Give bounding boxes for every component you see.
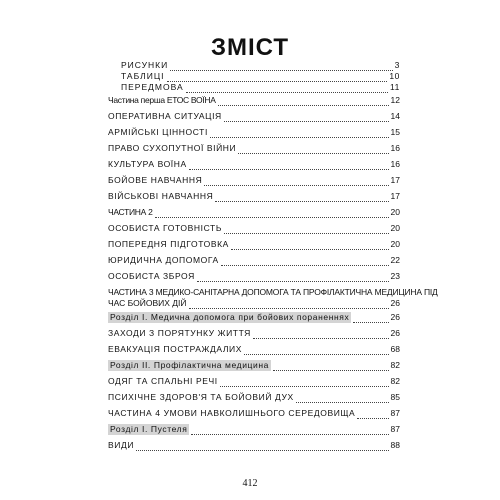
leader-dots: [186, 83, 388, 93]
leader-dots: [273, 361, 389, 371]
toc-item-page: 22: [390, 255, 400, 265]
toc-item-part4[interactable]: [108, 408, 400, 419]
toc-item-section-desert[interactable]: [108, 424, 400, 435]
toc-item-label: ПЕРЕДМОВА: [121, 82, 184, 92]
leader-dots: [224, 112, 389, 122]
toc-item-label: Частина перша ЕТОС ВОЇНА: [108, 95, 216, 105]
toc-item-label: ПРАВО СУХОПУТНОЇ ВІЙНИ: [108, 143, 237, 153]
toc-item-label: ВІЙСЬКОВІ НАВЧАННЯ: [108, 191, 214, 201]
toc-item-lifesaving-measures[interactable]: [108, 328, 400, 339]
toc-item-casualty-evacuation[interactable]: [108, 344, 400, 355]
toc-item-part2[interactable]: [108, 207, 400, 218]
toc-item-operational-situation[interactable]: [108, 111, 400, 122]
toc-item-label: ТАБЛИЦІ: [121, 71, 165, 81]
toc-item-section-preventive-medicine[interactable]: [108, 360, 400, 371]
leader-dots: [136, 441, 388, 451]
leader-dots: [220, 377, 389, 387]
toc-item-clothing-bedding[interactable]: [108, 376, 400, 387]
page-number: 412: [242, 478, 258, 489]
toc-item-page: 3: [394, 60, 400, 70]
toc-item-page: 17: [390, 175, 400, 185]
toc-item-label: Розділ І. Медична допомога при бойових пораненнях: [110, 312, 350, 322]
leader-dots: [167, 72, 388, 82]
toc-item-page: 26: [390, 298, 400, 308]
toc-item-figures[interactable]: [121, 60, 400, 71]
toc-item-page: 14: [390, 111, 400, 121]
leader-dots: [224, 224, 389, 234]
toc-item-label: ЕВАКУАЦІЯ ПОСТРАЖДАЛИХ: [108, 344, 242, 354]
toc-item-label: ПОПЕРЕДНЯ ПІДГОТОВКА: [108, 239, 229, 249]
toc-item-page: 87: [390, 424, 400, 434]
toc-item-label: ЧАСТИНА 3 МЕДИКО-САНІТАРНА ДОПОМОГА ТА ПРОФІЛАКТИЧНА МЕДИЦИНА ПІД: [108, 287, 438, 297]
toc-item-page: 82: [390, 376, 400, 386]
leader-dots: [244, 345, 389, 355]
toc-item-label: ОДЯГ ТА СПАЛЬНІ РЕЧІ: [108, 376, 218, 386]
toc-item-military-exercises[interactable]: [108, 191, 400, 202]
toc-item-personal-weapon[interactable]: [108, 271, 400, 282]
toc-item-label: БОЙОВЕ НАВЧАННЯ: [108, 175, 203, 185]
toc-item-page: 87: [390, 408, 400, 418]
toc-item-page: 16: [390, 143, 400, 153]
toc-item-combat-training[interactable]: [108, 175, 400, 186]
toc-item-label: ОСОБИСТА ЗБРОЯ: [108, 271, 195, 281]
toc-item-label: ЧАСТИНА 4 УМОВИ НАВКОЛИШНЬОГО СЕРЕДОВИЩА: [108, 408, 356, 418]
leader-dots: [253, 329, 389, 339]
toc-item-preface[interactable]: [121, 82, 400, 93]
leader-dots: [204, 176, 388, 186]
toc-item-army-values[interactable]: [108, 127, 400, 138]
toc-item-page: 11: [389, 82, 400, 92]
toc-item-page: 82: [390, 360, 400, 370]
toc-item-label-continued: ЧАС БОЙОВИХ ДІЙ: [108, 298, 187, 308]
toc-item-page: 16: [390, 159, 400, 169]
leader-dots: [221, 256, 389, 266]
toc-item-label: РИСУНКИ: [121, 60, 169, 70]
toc-item-page: 12: [390, 95, 400, 105]
toc-item-page: 85: [390, 392, 400, 402]
toc-item-label: Розділ І. Пустеля: [110, 424, 188, 434]
toc-item-types[interactable]: [108, 440, 400, 451]
toc-item-tables[interactable]: [121, 71, 400, 82]
leader-dots: [357, 409, 388, 419]
leader-dots: [155, 208, 389, 218]
leader-dots: [215, 192, 388, 202]
leader-dots: [231, 240, 389, 250]
toc-item-page: 23: [390, 271, 400, 281]
leader-dots: [189, 160, 389, 170]
toc-item-label: АРМІЙСЬКІ ЦІННОСТІ: [108, 127, 208, 137]
toc-item-page: 88: [390, 440, 400, 450]
toc-item-page: 17: [390, 191, 400, 201]
toc-item-page: 20: [390, 207, 400, 217]
toc-item-pre-training[interactable]: [108, 239, 400, 250]
toc-item-label: КУЛЬТУРА ВОЇНА: [108, 159, 187, 169]
leader-dots: [296, 393, 389, 403]
toc-item-label: ВИДИ: [108, 440, 135, 450]
toc-item-section-combat-casualty-care[interactable]: [108, 312, 400, 323]
leader-dots: [218, 96, 389, 106]
leader-dots: [238, 144, 388, 154]
toc-item-page: 68: [390, 344, 400, 354]
toc-item-part3[interactable]: [108, 287, 438, 309]
leader-dots: [197, 272, 389, 282]
leader-dots: [210, 128, 389, 138]
toc-item-label: ОСОБИСТА ГОТОВНІСТЬ: [108, 223, 223, 233]
toc-item-page: 15: [390, 127, 400, 137]
toc-item-label: ЗАХОДИ З ПОРЯТУНКУ ЖИТТЯ: [108, 328, 251, 338]
toc-item-legal-assistance[interactable]: [108, 255, 400, 266]
toc-item-label: Розділ ІІ. Профілактична медицина: [110, 360, 269, 370]
toc-item-page: 26: [390, 328, 400, 338]
toc-item-part1[interactable]: [108, 95, 400, 106]
leader-dots: [353, 313, 388, 323]
leader-dots: [191, 425, 388, 435]
toc-item-label: ПСИХІЧНЕ ЗДОРОВ'Я ТА БОЙОВИЙ ДУХ: [108, 392, 294, 402]
toc-item-mental-health[interactable]: [108, 392, 400, 403]
toc-item-page: 20: [390, 239, 400, 249]
toc-item-label: ЧАСТИНА 2: [108, 207, 153, 217]
leader-dots: [189, 299, 389, 309]
leader-dots: [170, 61, 392, 71]
toc-item-personal-readiness[interactable]: [108, 223, 400, 234]
toc-item-page: 20: [390, 223, 400, 233]
toc-item-page: 10: [389, 71, 400, 81]
toc-item-label: ОПЕРАТИВНА СИТУАЦІЯ: [108, 111, 222, 121]
page-title: ЗМІСТ: [210, 34, 290, 61]
toc-item-warrior-culture[interactable]: [108, 159, 400, 170]
toc-item-law-of-war[interactable]: [108, 143, 400, 154]
toc-item-label: ЮРИДИЧНА ДОПОМОГА: [108, 255, 219, 265]
toc-item-page: 26: [390, 312, 400, 322]
